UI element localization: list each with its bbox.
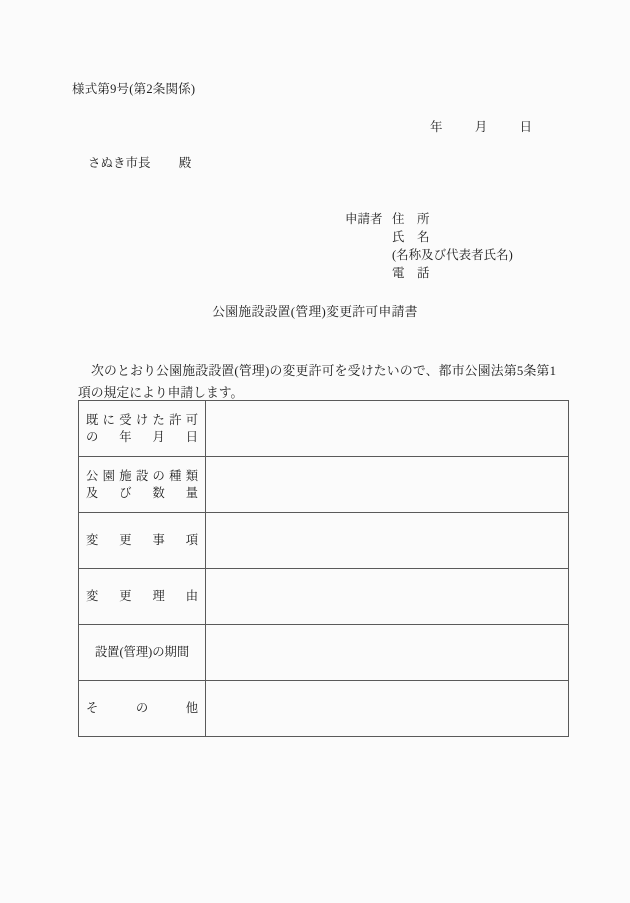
row-label-other [79, 681, 206, 737]
label-line: 公園施設の種類 [86, 468, 198, 483]
application-table-body [79, 401, 569, 737]
applicant-field-address: 住 所 [392, 212, 430, 226]
document-title: 公園施設設置(管理)変更許可申請書 [212, 305, 418, 319]
label-lines [86, 468, 198, 502]
date-line [430, 117, 532, 135]
date-year: 年 [430, 120, 443, 134]
label-lines [86, 412, 198, 446]
addressee-honorific: 殿 [178, 156, 192, 170]
row-label-facility-type-and-quantity [79, 457, 206, 513]
row-value-facility-type-and-quantity[interactable] [206, 457, 569, 513]
row-value-change-items[interactable] [206, 513, 569, 569]
row-value-previous-permission-date[interactable] [206, 401, 569, 457]
label-lines [86, 700, 198, 717]
row-value-other[interactable] [206, 681, 569, 737]
body-paragraph: 次のとおり公園施設設置(管理)の変更許可を受けたいので、都市公園法第5条第1項の規定により申請します。 [78, 364, 556, 400]
application-table [78, 400, 569, 737]
table-row [79, 625, 569, 681]
table-row [79, 401, 569, 457]
applicant-block [345, 210, 513, 282]
applicant-field-entity-name: (名称及び代表者氏名) [392, 248, 513, 262]
label-line: 既に受けた許可 [86, 412, 198, 427]
applicant-row-entity-name [345, 246, 513, 264]
label-lines [86, 644, 198, 661]
addressee-name: さぬき市長 [88, 156, 151, 170]
row-label-change-items [79, 513, 206, 569]
applicant-row-name [345, 228, 513, 246]
row-label-previous-permission-date [79, 401, 206, 457]
applicant-field-name: 氏 名 [392, 230, 430, 244]
row-value-installation-period[interactable] [206, 625, 569, 681]
addressee-line [88, 153, 191, 171]
label-line: 変 更 理 由 [86, 589, 198, 603]
applicant-row-phone [345, 264, 513, 282]
label-line: の 年 月 日 [86, 429, 198, 444]
applicant-field-phone: 電 話 [392, 266, 430, 280]
row-value-change-reason[interactable] [206, 569, 569, 625]
applicant-row-address [345, 210, 513, 228]
row-label-installation-period [79, 625, 206, 681]
label-line: そ の 他 [86, 701, 198, 715]
label-lines [86, 588, 198, 605]
label-line: 変 更 事 項 [86, 533, 198, 547]
label-line: 及 び 数 量 [86, 485, 198, 500]
date-day: 日 [519, 120, 533, 134]
table-row [79, 457, 569, 513]
table-row [79, 569, 569, 625]
label-line: 設置(管理)の期間 [94, 645, 190, 659]
label-lines [86, 532, 198, 549]
table-row [79, 681, 569, 737]
applicant-lead-label: 申請者 [345, 212, 383, 226]
table-row [79, 513, 569, 569]
form-number: 様式第9号(第2条関係) [72, 82, 196, 96]
date-month: 月 [474, 120, 488, 134]
row-label-change-reason [79, 569, 206, 625]
